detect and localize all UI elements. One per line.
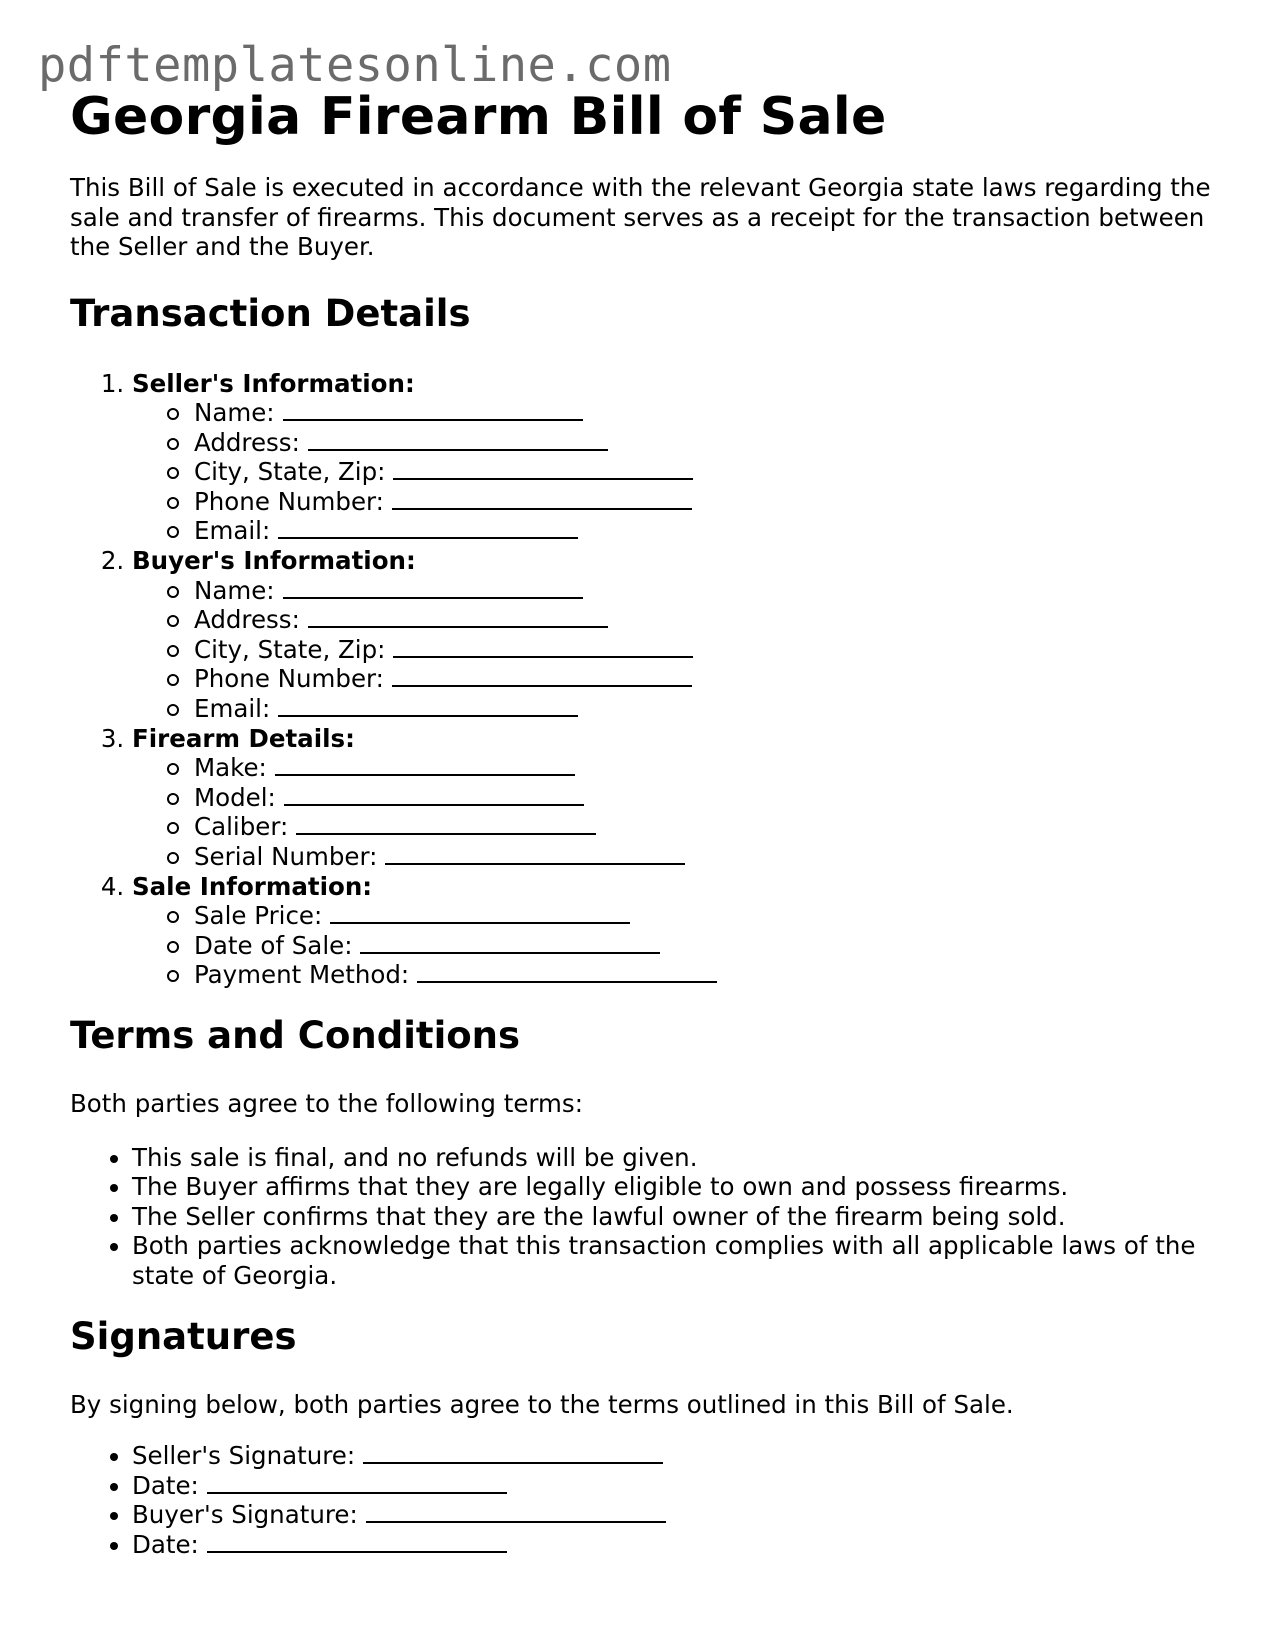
field-label: Sale Price: [194,901,323,931]
field-label: Address: [194,605,300,635]
field-list [132,398,1220,546]
field-item [194,576,1220,606]
field-list [132,901,1220,990]
field-label: Phone Number: [194,664,384,694]
signature-line[interactable] [363,1442,663,1464]
field-list [132,753,1220,871]
field-label: Serial Number: [194,842,378,871]
terms-lead: Both parties agree to the following terms: [70,1088,583,1118]
signatures-heading: Signatures [70,1314,297,1358]
blank-line[interactable] [330,902,630,924]
section-title: Seller's Information: [132,368,415,398]
transaction-heading: Transaction Details [70,291,471,335]
blank-line[interactable] [360,932,660,954]
blank-line[interactable] [393,636,693,658]
field-label: Email: [194,516,271,546]
field-label: City, State, Zip: [194,634,386,664]
signature-line[interactable] [366,1501,666,1523]
blank-line[interactable] [284,784,584,806]
signature-label: Buyer's Signature: [132,1500,358,1530]
blank-line[interactable] [308,429,608,451]
section-title: Buyer's Information: [132,546,416,576]
blank-line[interactable] [283,399,583,421]
document-content [70,82,1220,1560]
blank-line[interactable] [393,458,693,480]
field-item [194,901,1220,931]
page-title: Georgia Firearm Bill of Sale [70,87,887,147]
field-label: Caliber: [194,812,289,842]
term-item: • This sale is final, and no refunds will be given. [132,1143,1220,1173]
signature-line[interactable] [207,1472,507,1494]
term-item: • The Seller confirms that they are the lawful owner of the firearm being sold. [132,1202,1220,1232]
signature-item [132,1530,1220,1560]
transaction-sections [70,369,1220,990]
signature-label: Date: [132,1470,199,1500]
field-label: City, State, Zip: [194,457,386,487]
field-list [132,576,1220,724]
field-label: Email: [194,694,271,724]
term-item: • The Buyer affirms that they are legally eligible to own and possess firearms. [132,1172,1220,1202]
blank-line[interactable] [278,695,578,717]
signature-line[interactable] [207,1531,507,1553]
watermark: pdftemplatesonline.com [38,38,672,93]
field-item [194,812,1220,842]
signature-item [132,1500,1220,1530]
field-item [194,842,1220,872]
signature-label: Date: [132,1529,199,1559]
field-item [194,931,1220,961]
field-item [194,428,1220,458]
field-item [194,664,1220,694]
blank-line[interactable] [417,961,717,983]
blank-line[interactable] [308,606,608,628]
field-label: Address: [194,427,300,457]
section-title: Sale Information: [132,871,373,901]
field-item [194,783,1220,813]
field-item [194,457,1220,487]
section-buyer [132,546,1220,724]
blank-line[interactable] [385,843,685,865]
field-label: Date of Sale: [194,930,353,960]
field-item [194,753,1220,783]
field-label: Name: [194,398,275,428]
field-item [194,635,1220,665]
section-sale [132,872,1220,990]
field-item [194,398,1220,428]
field-item [194,605,1220,635]
signature-item [132,1471,1220,1501]
blank-line[interactable] [392,665,692,687]
field-label: Model: [194,782,276,812]
signature-item [132,1441,1220,1471]
signature-label: Seller's Signature: [132,1441,356,1471]
blank-line[interactable] [283,577,583,599]
field-item [194,516,1220,546]
field-label: Name: [194,575,275,605]
section-title: Firearm Details: [132,723,355,753]
field-label: Make: [194,753,267,783]
blank-line[interactable] [275,754,575,776]
section-seller [132,369,1220,547]
blank-line[interactable] [296,813,596,835]
section-firearm [132,724,1220,872]
field-label: Payment Method: [194,960,410,990]
terms-heading: Terms and Conditions [70,1013,521,1057]
terms-list [70,1143,1220,1291]
intro-paragraph: This Bill of Sale is executed in accordance with the relevant Georgia state laws regarding the sale and transfer of firearms. This document serves as a receipt for the transaction between the Seller and the Buyer. [70,173,1211,261]
field-item [194,487,1220,517]
field-label: Phone Number: [194,486,384,516]
blank-line[interactable] [278,517,578,539]
blank-line[interactable] [392,488,692,510]
field-item [194,694,1220,724]
signatures-lead: By signing below, both parties agree to the terms outlined in this Bill of Sale. [70,1389,1014,1419]
term-item: • Both parties acknowledge that this transaction complies with all applicable laws of the state of Georgia. [132,1231,1220,1290]
field-item [194,960,1220,990]
signature-list [70,1441,1220,1559]
